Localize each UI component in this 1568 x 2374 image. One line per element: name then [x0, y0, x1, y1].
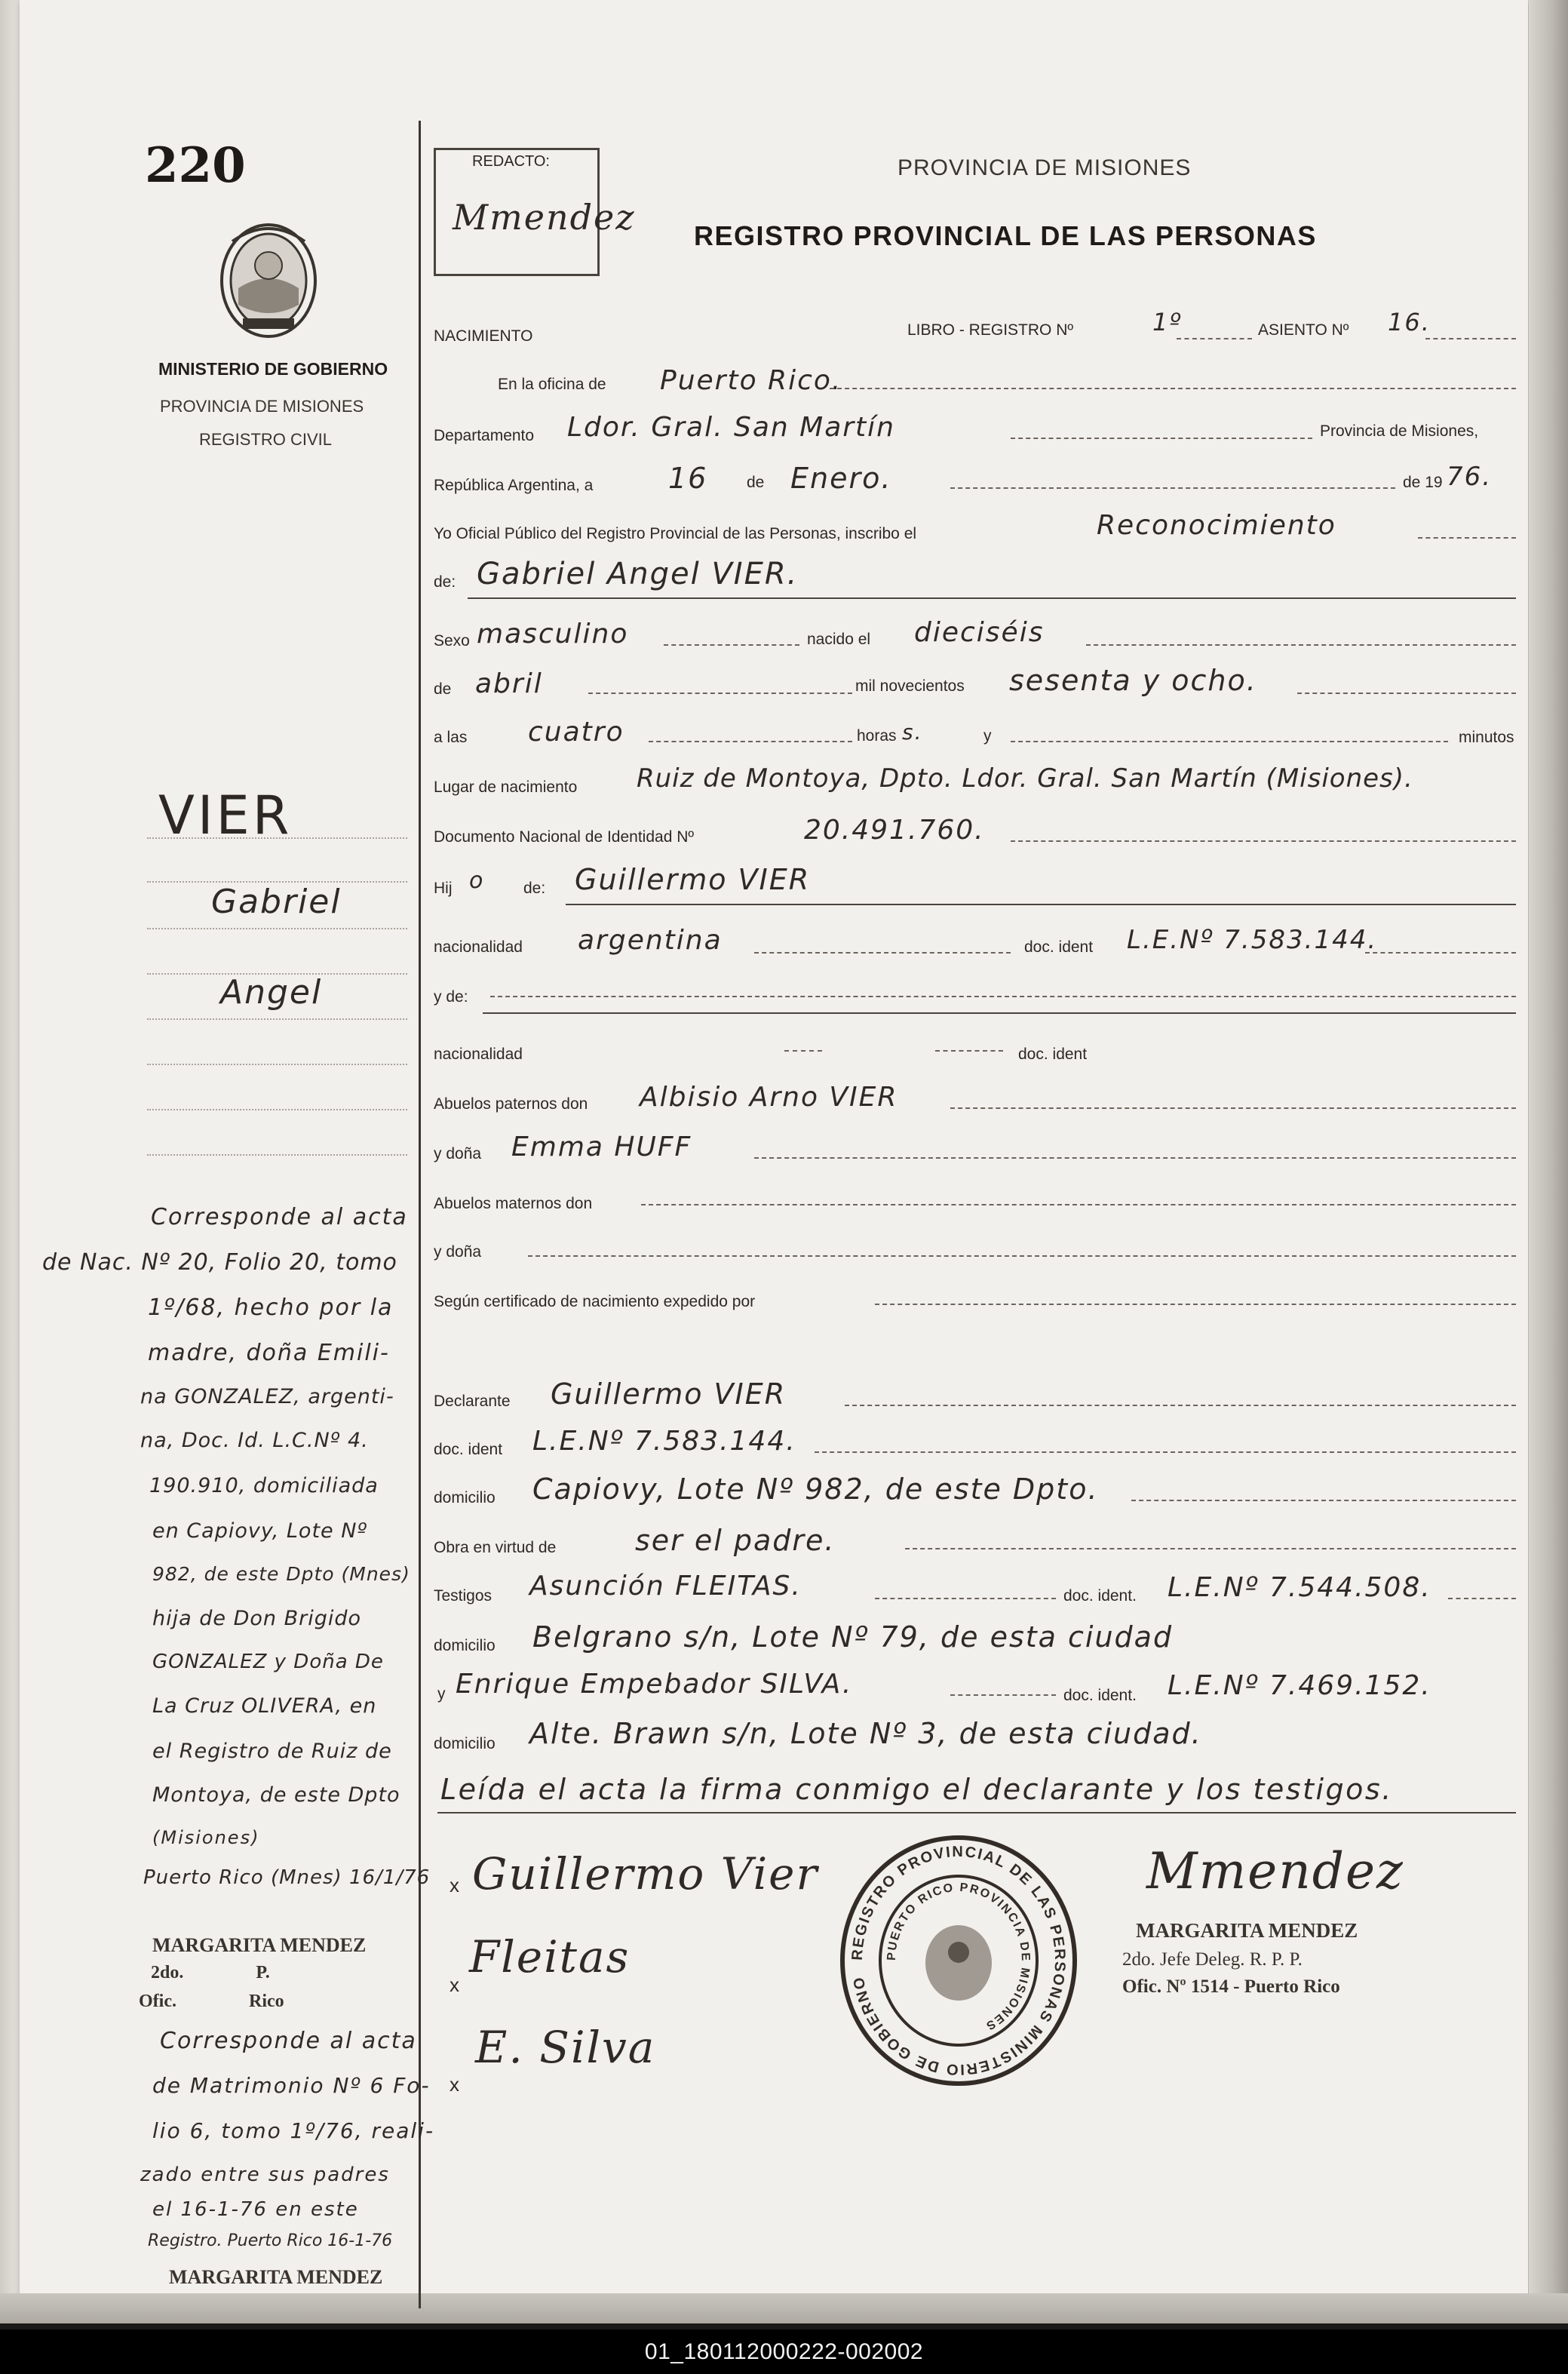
doc-declarante-value: L.E.Nº 7.583.144. [532, 1426, 796, 1457]
hora-value: cuatro [528, 717, 624, 748]
doc-ident-label: doc. ident [1024, 938, 1094, 956]
de-year-label: de 19 [1403, 474, 1443, 491]
dni-value: 20.491.760. [804, 815, 985, 846]
domicilio-testigo1-value: Belgrano s/n, Lote Nº 79, de esta ciudad [532, 1620, 1174, 1654]
domicilio-testigo2-value: Alte. Brawn s/n, Lote Nº 3, de esta ciudad. [529, 1717, 1202, 1750]
departamento-label: Departamento [434, 427, 535, 444]
libro-value: 1º [1152, 308, 1183, 336]
domicilio2-label: domicilio [434, 1637, 496, 1654]
filler [649, 741, 852, 742]
filler [830, 388, 1516, 389]
filler [875, 1598, 1056, 1599]
filler [490, 996, 1516, 997]
oficina-value: Puerto Rico. [660, 365, 842, 396]
filler [1011, 840, 1516, 842]
filler [784, 1050, 822, 1052]
y-de-label: y de: [434, 988, 468, 1006]
de4-label: de: [523, 880, 546, 897]
filler [1425, 338, 1516, 339]
sexo-label: Sexo [434, 632, 470, 650]
filler [1086, 644, 1516, 646]
horas-label: horas [857, 727, 897, 745]
note1-line: Puerto Rico (Mnes) 16/1/76 [143, 1866, 431, 1889]
abuelos-mat-label: Abuelos maternos don [434, 1195, 593, 1212]
ministry-registry: REGISTRO CIVIL [199, 430, 333, 449]
note1-line: el Registro de Ruiz de [152, 1740, 392, 1763]
lugar-label: Lugar de nacimiento [434, 779, 578, 796]
a-las-label: a las [434, 729, 468, 746]
nacido-value: dieciséis [914, 617, 1045, 648]
note2-line: el 16-1-76 en este [152, 2198, 359, 2221]
guide-line [147, 1064, 407, 1065]
filler [950, 487, 1395, 489]
note2-line: Corresponde al acta [160, 2028, 417, 2054]
page-stack-edge [1529, 0, 1568, 2323]
redacto-box [434, 148, 636, 276]
asiento-value: 16. [1388, 308, 1431, 336]
mes-nac-value: abril [475, 668, 543, 699]
note1-line: madre, doña Emili- [148, 1340, 390, 1366]
inscribo-value: Reconocimiento [1097, 510, 1336, 541]
note1-line: (Misiones) [152, 1827, 260, 1848]
doc-testigo2-value: L.E.Nº 7.469.152. [1168, 1670, 1431, 1701]
filler [1131, 1500, 1516, 1501]
doc-ident4-label: doc. ident. [1063, 1587, 1137, 1605]
doc-ident3-label: doc. ident [434, 1441, 503, 1458]
note1-line: 982, de este Dpto (Mnes) [152, 1563, 410, 1585]
oficina-label: En la oficina de [498, 376, 606, 393]
de2-label: de: [434, 573, 456, 591]
filler [641, 1204, 1516, 1205]
note1-line: Montoya, de este Dpto [152, 1783, 400, 1807]
leida-value: Leída el acta la firma conmigo el declarante y los testigos. [440, 1773, 1393, 1806]
abuelos-pat-label: Abuelos paternos don [434, 1095, 588, 1113]
margin-divider [419, 121, 421, 2308]
margin-sig2-name: MARGARITA MENDEZ [169, 2266, 383, 2288]
note1-line: na GONZALEZ, argenti- [140, 1385, 394, 1408]
note1-line: 190.910, domiciliada [149, 1474, 379, 1497]
doc-testigo1-value: L.E.Nº 7.544.508. [1168, 1572, 1431, 1603]
lugar-value: Ruiz de Montoya, Dpto. Ldor. Gral. San Martín (Misiones). [637, 763, 1413, 794]
underline [566, 904, 1516, 905]
note1-line: en Capiovy, Lote Nº [152, 1519, 368, 1543]
page-bottom-edge [0, 2293, 1568, 2323]
dia-value: 16 [668, 462, 708, 495]
note2-line: lio 6, tomo 1º/76, reali- [152, 2118, 435, 2143]
note1-line: de Nac. Nº 20, Folio 20, tomo [42, 1249, 397, 1276]
note1-line: Corresponde al acta [151, 1204, 408, 1230]
guide-line [147, 1018, 407, 1020]
margin-given1: Gabriel [211, 883, 342, 921]
image-id-footer: 01_180112000222-002002 [0, 2329, 1568, 2374]
nacimiento-label: NACIMIENTO [434, 327, 533, 345]
header-province: PROVINCIA DE MISIONES [898, 155, 1192, 180]
asiento-label: ASIENTO Nº [1258, 321, 1349, 339]
filler [905, 1548, 1516, 1549]
underline [483, 1012, 1516, 1014]
guide-line [147, 973, 407, 975]
year-value: 76. [1447, 462, 1493, 492]
filler [1297, 693, 1516, 694]
nacionalidad-value: argentina [578, 925, 723, 956]
seal-outer-text: REGISTRO PROVINCIAL DE LAS PERSONAS MINISTERIO DE GOBIERNO [848, 1843, 1069, 2078]
y-dona2-label: y doña [434, 1243, 482, 1261]
ministry-name: MINISTERIO DE GOBIERNO [158, 359, 388, 379]
filler [845, 1405, 1516, 1406]
filler [935, 1050, 1003, 1052]
ministry-province: PROVINCIA DE MISIONES [160, 397, 364, 416]
y-dona-label: y doña [434, 1145, 482, 1162]
domicilio3-label: domicilio [434, 1735, 496, 1752]
note1-line: La Cruz OLIVERA, en [152, 1694, 377, 1718]
doc-ident2-label: doc. ident [1018, 1046, 1088, 1063]
testigo2-value: Enrique Empebador SILVA. [456, 1669, 853, 1700]
margin-sig1-office: Ofic. Rico [139, 1992, 284, 2011]
filler [664, 644, 799, 646]
mes-value: Enero. [790, 462, 892, 495]
guide-line [147, 1154, 407, 1156]
certificado-label: Según certificado de nacimiento expedido por [434, 1293, 756, 1310]
signature-mark-3: x [450, 2073, 459, 2096]
filler [1011, 741, 1448, 742]
binding-edge [0, 0, 20, 2323]
filler [1177, 338, 1252, 339]
underline [468, 597, 1516, 599]
guide-line [147, 881, 407, 883]
filler [1448, 1598, 1516, 1599]
de3-label: de [434, 680, 452, 698]
declarante-label: Declarante [434, 1393, 511, 1410]
obra-value: ser el padre. [635, 1524, 836, 1557]
doc-ident5-label: doc. ident. [1063, 1687, 1137, 1704]
seal-inner-text: PUERTO RICO PROVINCIA DE MISIONES [885, 1881, 1033, 2033]
filler [875, 1304, 1516, 1305]
dni-label: Documento Nacional de Identidad Nº [434, 828, 695, 846]
horas-suffix: s. [902, 720, 923, 745]
sexo-value: masculino [477, 619, 629, 650]
libro-label: LIBRO - REGISTRO Nº [907, 321, 1074, 339]
official-office: Ofic. Nº 1514 - Puerto Rico [1122, 1976, 1340, 1997]
guide-line [147, 1109, 407, 1110]
mil-label: mil novecientos [855, 677, 965, 695]
doc-padre-value: L.E.Nº 7.583.144. [1127, 925, 1378, 955]
official-name: MARGARITA MENDEZ [1136, 1919, 1358, 1942]
page-number: 220 [145, 137, 246, 194]
yo-oficial-label: Yo Oficial Público del Registro Provincial de las Personas, inscribo el [434, 525, 917, 542]
margin-sig1-title: 2do. P. [151, 1963, 270, 1982]
hijo-suffix: o [469, 868, 485, 894]
guide-line [147, 837, 407, 839]
de-label: de [747, 474, 765, 491]
y2-label: y [437, 1685, 446, 1703]
official-seal-icon [839, 1835, 1079, 2087]
redacto-label: REDACTO: [472, 153, 550, 170]
header-title: REGISTRO PROVINCIAL DE LAS PERSONAS [694, 220, 1317, 251]
underline [437, 1812, 1516, 1814]
filler [815, 1451, 1516, 1453]
anio-nac-value: sesenta y ocho. [1009, 664, 1257, 697]
republica-label: República Argentina, a [434, 477, 594, 494]
note2-line: Registro. Puerto Rico 16-1-76 [148, 2231, 393, 2250]
filler [528, 1255, 1516, 1257]
nombre-value: Gabriel Angel VIER. [477, 557, 799, 591]
official-signature: Mmendez [1146, 1842, 1404, 1900]
declarante-value: Guillermo VIER [551, 1377, 787, 1411]
provincia-label: Provincia de Misiones, [1320, 422, 1479, 440]
note1-line: GONZALEZ y Doña De [152, 1651, 384, 1673]
filler [1011, 438, 1312, 439]
testigo2-signature: E. Silva [475, 2022, 656, 2073]
testigo1-value: Asunción FLEITAS. [529, 1571, 802, 1602]
filler [950, 1107, 1516, 1109]
note1-line: na, Doc. Id. L.C.Nº 4. [140, 1429, 369, 1452]
testigo1-signature: Fleitas [469, 1931, 631, 1982]
note2-line: de Matrimonio Nº 6 Fo- [152, 2073, 431, 2098]
abuela-pat-value: Emma HUFF [511, 1132, 692, 1162]
margin-given2: Angel [220, 973, 323, 1012]
minutos-label: minutos [1459, 729, 1514, 746]
domicilio-label: domicilio [434, 1489, 496, 1506]
filler [1365, 952, 1516, 954]
guide-line [147, 928, 407, 929]
margin-sig1-name: MARGARITA MENDEZ [152, 1934, 367, 1956]
filler [1418, 537, 1516, 539]
signature-mark-2: x [450, 1973, 459, 1996]
abuelo-pat-value: Albisio Arno VIER [640, 1082, 898, 1113]
signature-mark: x [450, 1874, 459, 1896]
testigos-label: Testigos [434, 1587, 492, 1605]
official-title: 2do. Jefe Deleg. R. P. P. [1122, 1949, 1303, 1970]
domicilio-value: Capiovy, Lote Nº 982, de este Dpto. [532, 1473, 1099, 1506]
y-label: y [983, 727, 992, 745]
obra-label: Obra en virtud de [434, 1539, 557, 1556]
coat-of-arms-icon [216, 216, 321, 342]
declarante-signature: Guillermo Vier [472, 1848, 819, 1900]
margin-surname: VIER [158, 785, 293, 846]
filler [588, 693, 852, 694]
note1-line: 1º/68, hecho por la [148, 1294, 394, 1321]
note2-line: zado entre sus padres [140, 2164, 390, 2186]
filler [754, 952, 1011, 954]
hijo-label: Hij [434, 880, 453, 897]
padre-value: Guillermo VIER [575, 863, 811, 896]
nacionalidad2-label: nacionalidad [434, 1046, 523, 1063]
departamento-value: Ldor. Gral. San Martín [567, 412, 895, 443]
filler [754, 1157, 1516, 1159]
nacido-label: nacido el [807, 631, 871, 648]
filler [950, 1694, 1056, 1696]
note1-line: hija de Don Brigido [152, 1607, 362, 1630]
redacto-signature: Mmendez [453, 197, 636, 238]
nacionalidad-label: nacionalidad [434, 938, 523, 956]
